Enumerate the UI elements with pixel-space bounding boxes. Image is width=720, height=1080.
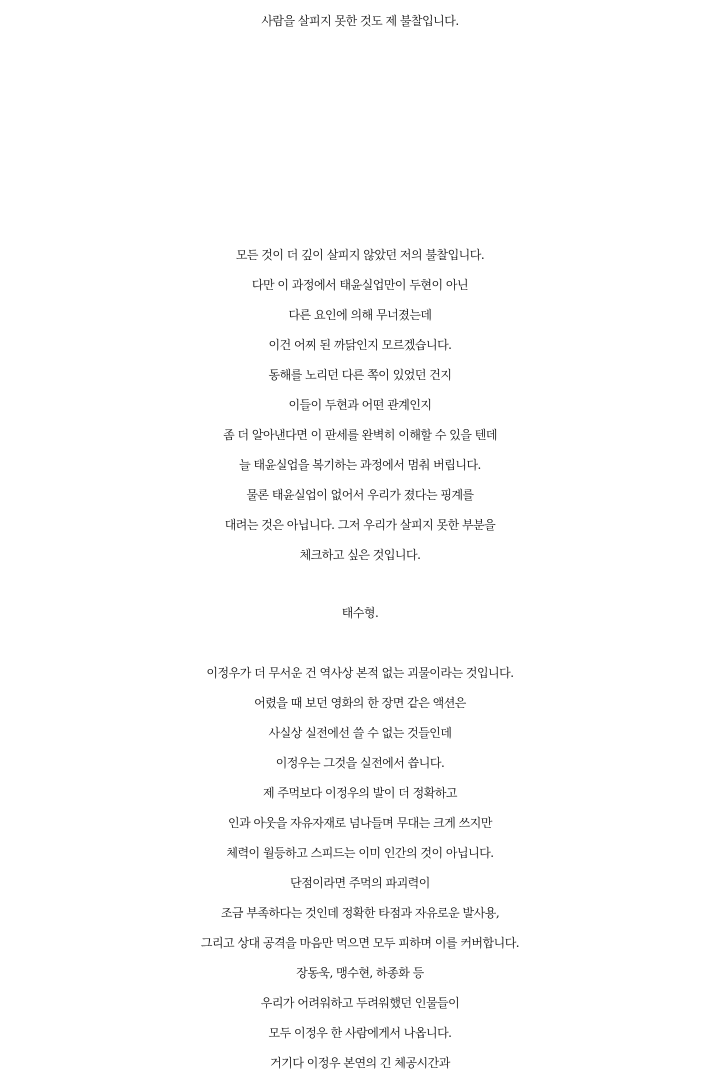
text-line: 어렸을 때 보던 영화의 한 장면 같은 액션은 bbox=[254, 696, 466, 710]
text-line: 모두 이정우 한 사람에게서 나옵니다. bbox=[268, 1026, 452, 1040]
text-line: 태수형. bbox=[341, 606, 379, 620]
text-line: 늘 태윤실업을 복기하는 과정에서 멈춰 버립니다. bbox=[239, 458, 481, 472]
text-line: 대려는 것은 아닙니다. 그저 우리가 살피지 못한 부분을 bbox=[224, 518, 496, 532]
text-line: 다른 요인에 의해 무너졌는데 bbox=[288, 308, 432, 322]
text-line: 그리고 상대 공격을 마음만 먹으면 모두 피하며 이를 커버합니다. bbox=[200, 936, 520, 950]
text-line: 체크하고 싶은 것입니다. bbox=[299, 548, 421, 562]
text-line: 이들이 두현과 어떤 관계인지 bbox=[288, 398, 432, 412]
text-line: 이정우가 더 무서운 건 역사상 본적 없는 괴물이라는 것입니다. bbox=[206, 666, 514, 680]
text-line: 조금 부족하다는 것인데 정확한 타점과 자유로운 발사용, bbox=[220, 906, 500, 920]
text-line: 사람을 살피지 못한 것도 제 불찰입니다. bbox=[261, 14, 459, 28]
text-line: 제 주먹보다 이정우의 발이 더 정확하고 bbox=[262, 786, 458, 800]
text-line: 동해를 노리던 다른 쪽이 있었던 건지 bbox=[268, 368, 452, 382]
text-line: 좀 더 알아낸다면 이 판세를 완벽히 이해할 수 있을 텐데 bbox=[223, 428, 497, 442]
text-line: 장동욱, 맹수현, 하종화 등 bbox=[296, 966, 424, 980]
text-line: 이정우는 그것을 실전에서 씁니다. bbox=[275, 756, 445, 770]
text-line: 단점이라면 주먹의 파괴력이 bbox=[290, 876, 430, 890]
text-line: 체력이 월등하고 스피드는 이미 인간의 것이 아닙니다. bbox=[226, 846, 494, 860]
text-line: 거기다 이정우 본연의 긴 체공시간과 bbox=[270, 1056, 450, 1070]
text-line: 물론 태윤실업이 없어서 우리가 졌다는 핑계를 bbox=[246, 488, 474, 502]
text-line: 다만 이 과정에서 태윤실업만이 두현이 아닌 bbox=[251, 278, 469, 292]
text-line: 우리가 어려워하고 두려워했던 인물들이 bbox=[260, 996, 460, 1010]
text-line: 이건 어찌 된 까닭인지 모르겠습니다. bbox=[268, 338, 452, 352]
text-line: 인과 아웃을 자유자재로 넘나들며 무대는 크게 쓰지만 bbox=[228, 816, 492, 830]
text-line: 모든 것이 더 깊이 살피지 않았던 저의 불찰입니다. bbox=[235, 248, 485, 262]
text-line: 사실상 실전에선 쓸 수 없는 것들인데 bbox=[268, 726, 452, 740]
